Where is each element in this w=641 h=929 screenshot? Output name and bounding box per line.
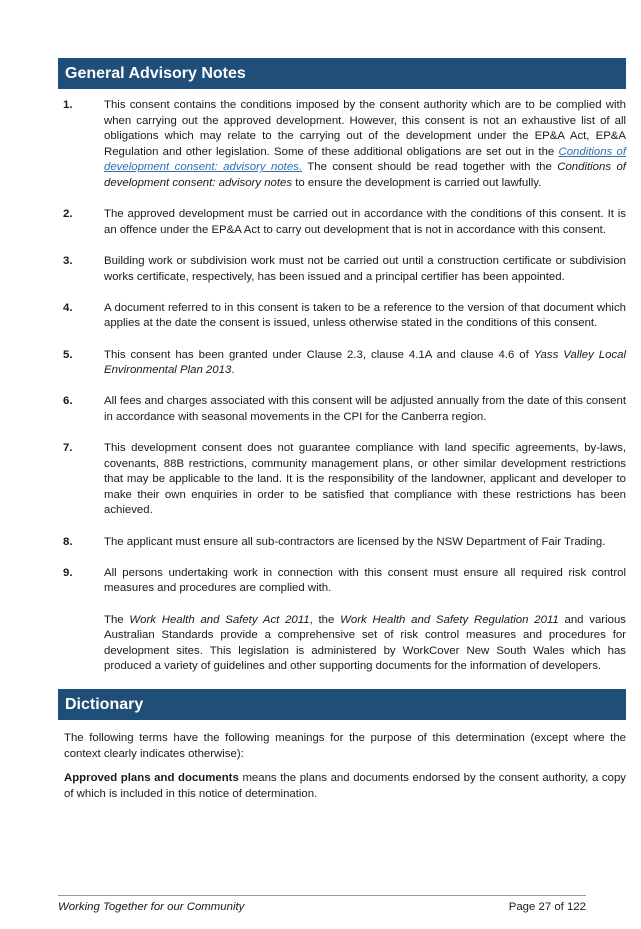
dictionary-intro: The following terms have the following meanings for the purpose of this determination (except where the context clearly indicates otherwise): bbox=[64, 731, 626, 760]
item-text: The approved development must be carried out in accordance with the conditions of this consent. It is an offence under the EP&A Act to carry out development that is not in accordance with this consent. bbox=[104, 208, 626, 236]
item-number: 8. bbox=[63, 535, 73, 548]
item-number: 1. bbox=[63, 99, 73, 111]
list-item bbox=[58, 98, 626, 192]
item-text: All fees and charges associated with this consent will be adjusted annually from the date of this consent in accordance with seasonal movements in the CPI for the Canberra region. bbox=[104, 395, 626, 423]
advisory-notes-link[interactable]: Conditions of development consent: advisory notes. bbox=[104, 145, 626, 174]
page-footer bbox=[58, 895, 586, 913]
list-item bbox=[58, 441, 626, 519]
item-text: All persons undertaking work in connection with this consent must ensure all required risk control measures and procedures are complied with. bbox=[104, 566, 626, 595]
list-item bbox=[58, 394, 626, 425]
dictionary-term: Approved plans and documents bbox=[64, 772, 239, 785]
item-text-part: The bbox=[104, 613, 130, 626]
item-text: The applicant must ensure all sub-contractors are licensed by the NSW Department of Fair Trading. bbox=[104, 535, 606, 548]
item-text bbox=[104, 98, 626, 192]
document-page bbox=[58, 58, 626, 811]
list-item-sub-paragraph bbox=[58, 613, 626, 675]
section-heading-general-advisory-notes: General Advisory Notes bbox=[58, 58, 626, 89]
list-item bbox=[58, 207, 626, 238]
item-text-italic: Yass Valley Local Environmental Plan 2013 bbox=[104, 348, 627, 377]
item-text-part: to ensure the development is carried out lawfully. bbox=[292, 176, 542, 189]
item-number: 3. bbox=[63, 254, 73, 267]
item-text bbox=[104, 613, 626, 675]
item-text bbox=[104, 348, 626, 379]
section-heading-dictionary: Dictionary bbox=[58, 689, 626, 720]
item-number: 6. bbox=[63, 395, 73, 408]
list-item bbox=[58, 301, 626, 332]
item-text: A document referred to in this consent is taken to be a reference to the version of that document which applies at the date the consent is issued, unless otherwise stated in the conditions of this consent. bbox=[104, 301, 626, 330]
item-text-part: and various Australian Standards provide a comprehensive set of risk control measures and procedures for development sites. This legislation is administered by WorkCover New South Wales which has produced a variety of guidelines and other supporting documents for the information of developers. bbox=[104, 613, 626, 673]
footer-tagline: Working Together for our Community bbox=[58, 901, 245, 913]
list-item bbox=[58, 254, 626, 285]
item-text-italic: Conditions of development consent: advisory notes bbox=[104, 161, 626, 189]
item-text-part: The consent should be read together with the bbox=[302, 161, 558, 174]
item-number-spacer bbox=[58, 613, 104, 675]
list-item bbox=[58, 348, 626, 379]
item-text-italic: Work Health and Safety Act 2011 bbox=[129, 613, 310, 626]
advisory-notes-list bbox=[58, 98, 626, 675]
item-text-part: This consent contains the conditions imposed by the consent authority which are to be complied with when carrying out the approved development. However, this consent is not an exhaustive list of all obligations which may relate to the carrying out of the development under the EP&A Act, EP&A Regulation and other legislation. Some of these additional obligations are set out in the bbox=[104, 99, 626, 158]
item-text: Building work or subdivision work must not be carried out until a construction certificate or subdivision works certificate, respectively, has been issued and a principal certifier has been appointed. bbox=[104, 254, 626, 283]
item-text-part: . bbox=[231, 364, 235, 377]
item-number: 9. bbox=[63, 566, 73, 579]
list-item bbox=[58, 566, 626, 597]
item-text-italic: Work Health and Safety Regulation 2011 bbox=[340, 613, 559, 626]
item-number: 2. bbox=[63, 208, 73, 221]
page-number: Page 27 of 122 bbox=[508, 901, 586, 913]
list-item bbox=[58, 535, 626, 551]
dictionary-entry bbox=[64, 771, 626, 802]
item-number: 7. bbox=[63, 442, 73, 455]
item-number: 4. bbox=[63, 301, 73, 314]
item-text-part: This consent has been granted under Clause 2.3, clause 4.1A and clause 4.6 of bbox=[104, 348, 534, 361]
item-text-part: , the bbox=[309, 613, 341, 626]
item-text: This development consent does not guarantee compliance with land specific agreements, by-laws, covenants, 88B restrictions, community management plans, or other similar development restrictions that may be applicable to the land. It is the responsibility of the landowner, applicant and developer to make their own enquiries in order to be satisfied that compliance with these restrictions has been achieved. bbox=[104, 442, 626, 517]
item-number: 5. bbox=[63, 348, 73, 361]
dictionary-section bbox=[58, 731, 626, 802]
dictionary-definition: means the plans and documents endorsed by the consent authority, a copy of which is included in this notice of determination. bbox=[64, 772, 626, 800]
